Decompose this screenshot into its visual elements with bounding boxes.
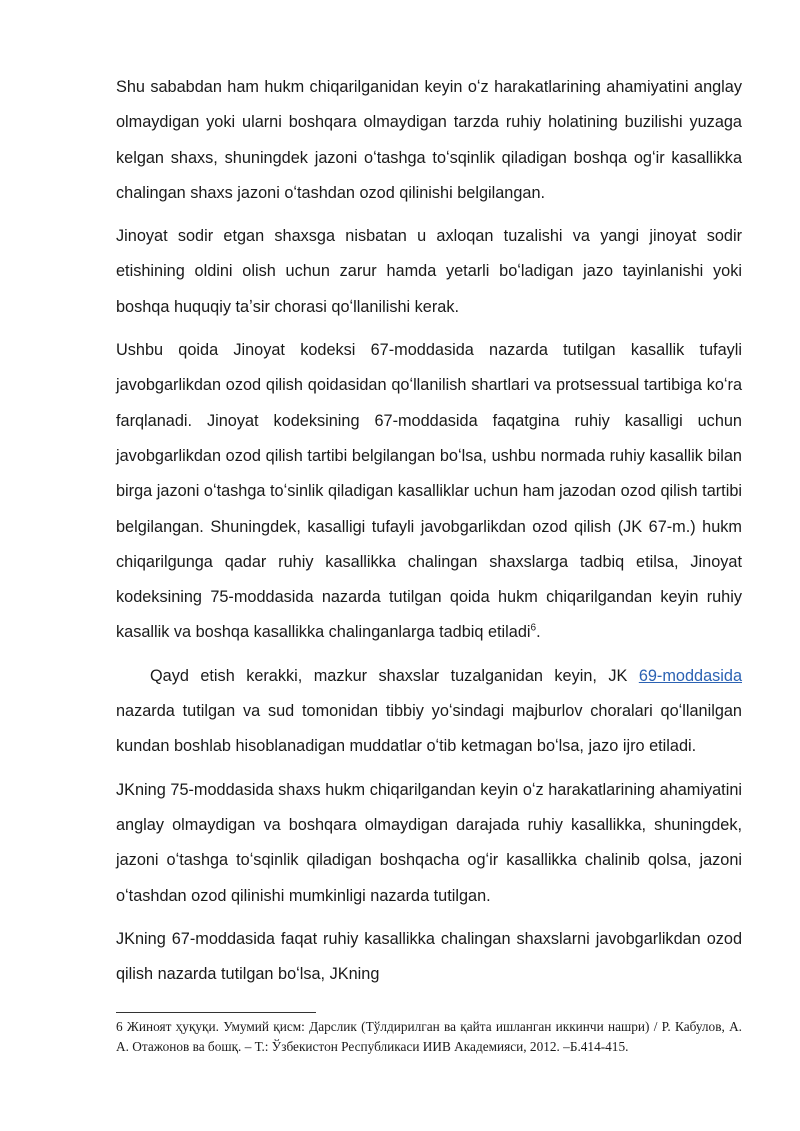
paragraph-2: Jinoyat sodir etgan shaxsga nisbatan u axloqan tuzalishi va yangi jinoyat sodir etishining oldini olish uchun zarur hamda yetarli boʻladigan jazo tayinlanishi yoki boshqa huquqiy taʼsir chorasi qoʻllanilishi kerak.	[116, 227, 742, 316]
paragraph-4-start: Qayd etish kerakki, mazkur shaxslar tuzalganidan keyin, JK	[150, 666, 639, 685]
body-text	[116, 70, 742, 992]
paragraph-3-text: Ushbu qoida Jinoyat kodeksi 67-moddasida nazarda tutilgan kasallik tufayli javobgarlikdan ozod qilish qoidasidan qoʻllanilish shartlari va protsessual tartibiga koʻra farqlanadi. Jinoyat kodeksining 67-moddasida faqatgina ruhiy kasalligi uchun javobgarlikdan ozod qilish tartibi belgilangan boʻlsa, ushbu normada ruhiy kasallik bilan birga jazoni oʻtashga toʻsinlik qiladigan kasalliklar uchun ham jazodan ozod qilish tartibi belgilangan. Shuningdek, kasalligi tufayli javobgarlikdan ozod qilish (JK 67-m.) hukm chiqarilgunga qadar ruhiy kasallikka chalingan shaxslarga tadbiq etilsa, Jinoyat kodeksining 75-moddasida nazarda tutilgan qoida hukm chiqarilgandan keyin ruhiy kasallik va boshqa kasallikka chalinganlarga tadbiq etiladi	[116, 341, 742, 642]
paragraph-4-end: nazarda tutilgan va sud tomonidan tibbiy yoʻsindagi majburlov choralari qoʻllanilgan kundan boshlab hisoblanadigan muddatlar oʻtib ketmagan boʻlsa, jazo ijro etiladi.	[116, 702, 742, 756]
footnote-separator	[116, 1012, 316, 1013]
paragraph-3	[116, 333, 742, 651]
paragraph-5: JKning 75-moddasida shaxs hukm chiqarilgandan keyin oʻz harakatlarining ahamiyatini anglay olmaydigan va boshqara olmaydigan darajada ruhiy kasallikka, shuningdek, jazoni oʻtashga toʻsqinlik qiladigan boshqacha ogʻir kasallikka chalinib qolsa, jazoni oʻtashdan ozod qilinishi mumkinligi nazarda tutilgan.	[116, 780, 742, 905]
article-69-link[interactable]: 69-moddasida	[638, 666, 742, 685]
footnote-6: 6 Жиноят ҳуқуқи. Умумий қисм: Дарслик (Тўлдирилган ва қайта ишланган иккинчи нашри) / Р. Кабулов, А. А. Отажонов ва бошқ. – Т.: Ўзбекистон Республикаси ИИВ Академияси, 2012. –Б.414-415.	[116, 1019, 742, 1054]
footnote-reference[interactable]: 6	[530, 623, 537, 635]
paragraph-6: JKning 67-moddasida faqat ruhiy kasallikka chalingan shaxslarni javobgarlikdan ozod qilish nazarda tutilgan boʻlsa, JKning	[116, 929, 742, 984]
paragraph-4	[116, 659, 742, 765]
paragraph-1: Shu sababdan ham hukm chiqarilganidan keyin oʻz harakatlarining ahamiyatini anglay olmaydigan yoki ularni boshqara olmaydigan tarzda ruhiy holatining buzilishi yuzaga kelgan shaxs, shuningdek jazoni oʻtashga toʻsqinlik qiladigan boshqa ogʻir kasallikka chalingan shaxs jazoni oʻtashdan ozod qilinishi belgilangan.	[116, 78, 742, 202]
paragraph-3-end: .	[536, 623, 541, 642]
